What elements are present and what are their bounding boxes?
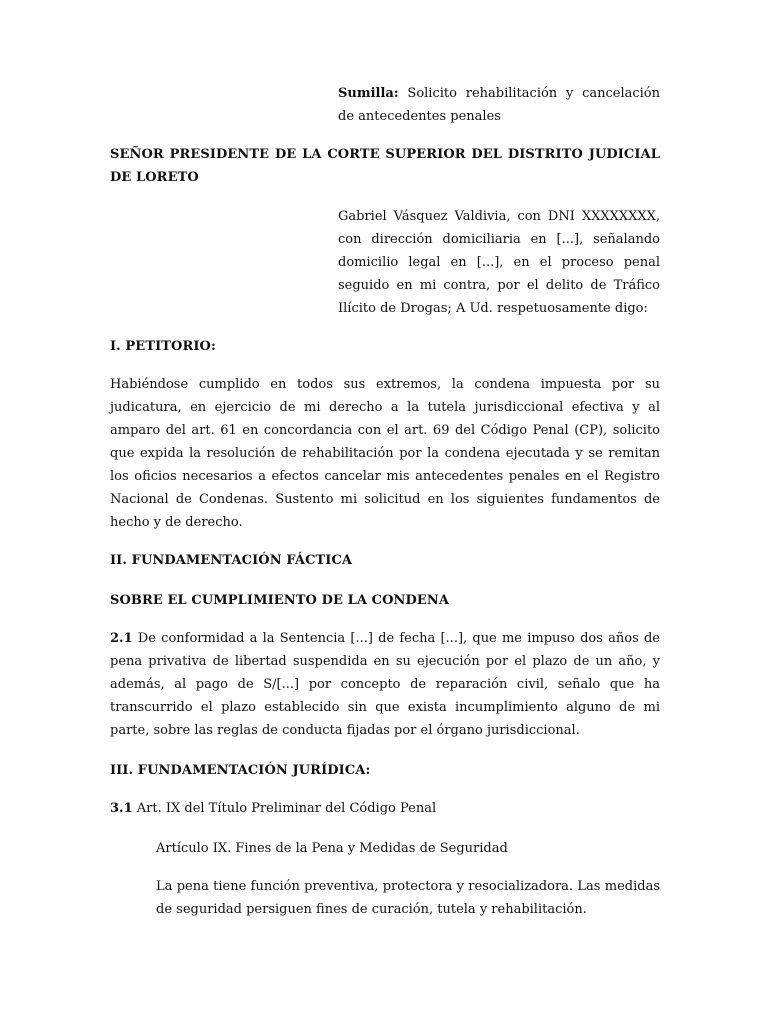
item-3-1 — [110, 797, 660, 820]
item-3-1-number: 3.1 — [110, 801, 133, 816]
section-title-fundamentacion-factica: II. FUNDAMENTACIÓN FÁCTICA — [110, 553, 353, 568]
addressee: SEÑOR PRESIDENTE DE LA CORTE SUPERIOR DEL DISTRITO JUDICIAL DE LORETO — [110, 147, 660, 185]
article-text: La pena tiene función preventiva, protectora y resocializadora. Las medidas de seguridad persiguen fines de curación, tutela y rehabilitación. — [156, 879, 660, 917]
article-title: Artículo IX. Fines de la Pena y Medidas de Seguridad — [156, 841, 508, 856]
item-2-1 — [110, 627, 660, 742]
sumilla-text: Solicito rehabilitación y cancelación de antecedentes penales — [338, 86, 660, 124]
item-2-1-text: De conformidad a la Sentencia [...] de fecha [...], que me impuso dos años de pena privativa de libertad suspendida en su ejecución por el plazo de un año, y además, al pago de S/[...] por concepto de reparación civil, señalo que ha transcurrido el plazo establecido sin que exista incumplimiento alguno de mi parte, sobre las reglas de conducta fijadas por el órgano jurisdiccional. — [110, 631, 660, 738]
petitorio-paragraph: Habiéndose cumplido en todos sus extremos, la condena impuesta por su judicatura, en ejercicio de mi derecho a la tutela jurisdiccional efectiva y al amparo del art. 61 en concordancia con el art. 69 del Código Penal (CP), solicito que expida la resolución de rehabilitación por la condena ejecutada y se remitan los oficios necesarios a efectos cancelar mis antecedentes penales en el Registro Nacional de Condenas. Sustento mi solicitud en los siguientes fundamentos de hecho y de derecho. — [110, 377, 660, 530]
section-title-fundamentacion-juridica: III. FUNDAMENTACIÓN JURÍDICA: — [110, 763, 371, 778]
item-2-1-number: 2.1 — [110, 631, 133, 646]
sumilla — [338, 82, 660, 128]
item-3-1-text: Art. IX del Título Preliminar del Código Penal — [132, 801, 437, 816]
subtitle-cumplimiento-condena: SOBRE EL CUMPLIMIENTO DE LA CONDENA — [110, 593, 450, 608]
sumilla-label: Sumilla: — [338, 86, 399, 101]
section-title-petitorio: I. PETITORIO: — [110, 339, 216, 354]
identification-paragraph: Gabriel Vásquez Valdivia, con DNI XXXXXXXX, con dirección domiciliaria en [...], señalando domicilio legal en [...], en el proceso penal seguido en mi contra, por el delito de Tráfico Ilícito de Drogas; A Ud. respetuosamente digo: — [338, 209, 660, 316]
